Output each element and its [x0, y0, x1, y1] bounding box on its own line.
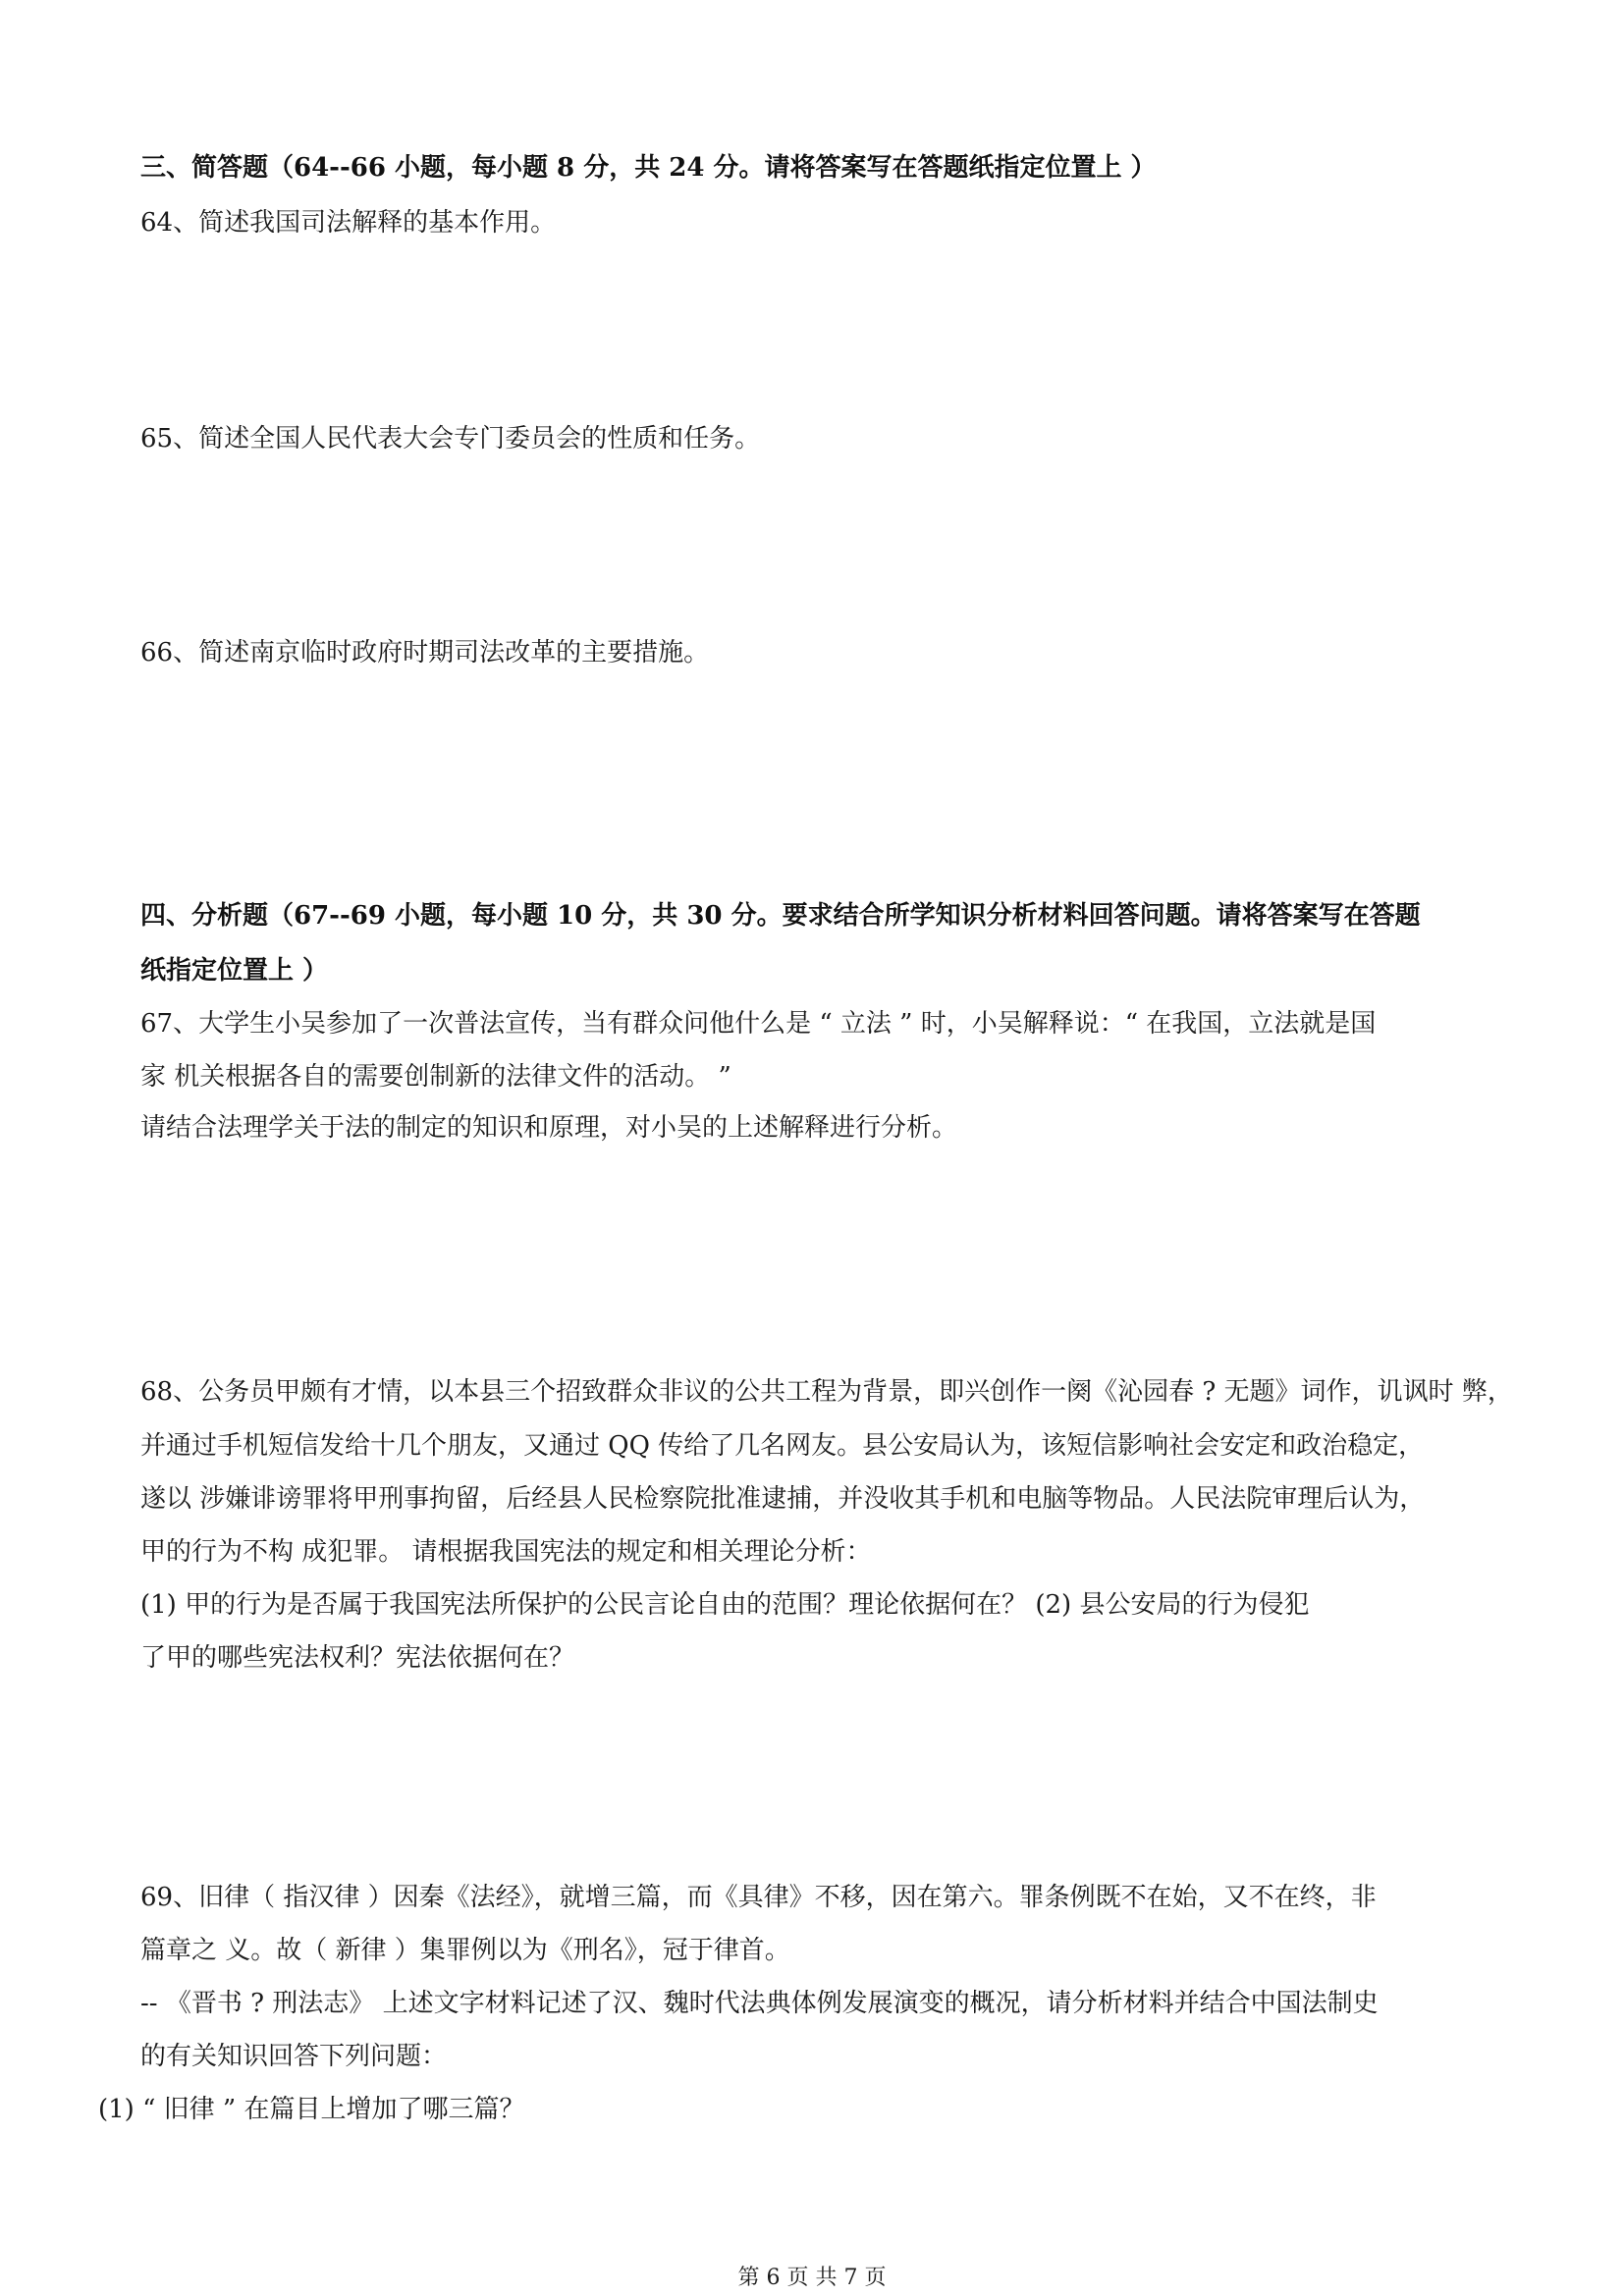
question-66: 66、简述南京临时政府时期司法改革的主要措施。	[140, 638, 710, 667]
question-67-line: 67、大学生小吴参加了一次普法宣传，当有群众问他什么是 “ 立法 ” 时，小吴解释说：“ 在我国，立法就是国	[140, 1009, 1377, 1039]
question-68-line: 遂以 涉嫌诽谤罪将甲刑事拘留，后经县人民检察院批准逮捕，并没收其手机和电脑等物品。人民法院审理后认为，	[140, 1484, 1426, 1514]
question-68-line: 甲的行为不构 成犯罪。 请根据我国宪法的规定和相关理论分析：	[140, 1537, 872, 1567]
page-number: 第 6 页 共 7 页	[737, 2266, 887, 2290]
section-4-heading: 四、分析题（67--69 小题，每小题 10 分，共 30 分。要求结合所学知识分析材料回答问题。请将答案写在答题	[140, 901, 1421, 931]
question-67-line: 请结合法理学关于法的制定的知识和原理，对小吴的上述解释进行分析。	[140, 1113, 958, 1143]
question-64: 64、简述我国司法解释的基本作用。	[140, 208, 557, 238]
question-68-line: 并通过手机短信发给十几个朋友，又通过 QQ 传给了几名网友。县公安局认为，该短信影响社会安定和政治稳定，	[140, 1431, 1425, 1461]
section-4-heading-cont: 纸指定位置上 ）	[140, 956, 329, 986]
section-3-heading: 三、简答题（64--66 小题，每小题 8 分，共 24 分。请将答案写在答题纸指定位置上 ）	[140, 153, 1157, 183]
question-69-line: 的有关知识回答下列问题：	[140, 2042, 448, 2071]
question-69-line: 篇章之 义。故（ 新律 ）集罪例以为《刑名》，冠于律首。	[140, 1936, 790, 1965]
question-68-line: 了甲的哪些宪法权利？宪法依据何在？	[140, 1643, 575, 1673]
question-69-subquestion: (1) “ 旧律 ” 在篇目上增加了哪三篇？	[98, 2095, 525, 2124]
question-69-line: 69、旧律（ 指汉律 ）因秦《法经》，就增三篇，而《具律》不移，因在第六。罪条例既不在始，又不在终，非	[140, 1883, 1377, 1912]
question-68-line: (1) 甲的行为是否属于我国宪法所保护的公民言论自由的范围？理论依据何在？ (2) 县公安局的行为侵犯	[140, 1590, 1310, 1620]
question-68-line: 68、公务员甲颇有才情，以本县三个招致群众非议的公共工程为背景，即兴创作一阕《沁园春 ? 无题》词作，讥讽时 弊，	[140, 1377, 1513, 1407]
question-65: 65、简述全国人民代表大会专门委员会的性质和任务。	[140, 424, 761, 454]
question-69-line: -- 《晋书 ? 刑法志》 上述文字材料记述了汉、魏时代法典体例发展演变的概况，请分析材料并结合中国法制史	[140, 1989, 1379, 2018]
question-67-line: 家 机关根据各自的需要创制新的法律文件的活动。 ”	[140, 1062, 731, 1092]
